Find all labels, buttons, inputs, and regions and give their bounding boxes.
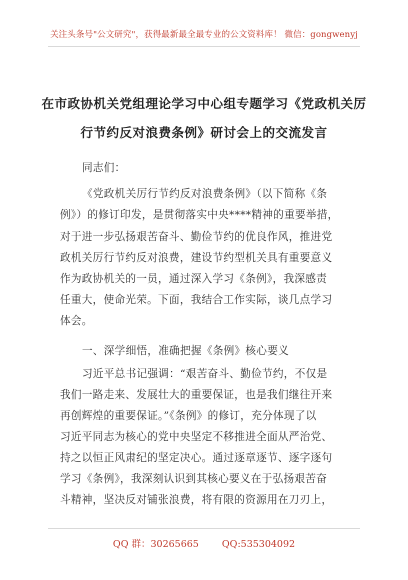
salutation: 同志们： xyxy=(82,162,126,174)
paragraph-line: 斗精神，坚决反对铺张浪费，将有限的资源用在刀刃上， xyxy=(60,494,333,506)
paragraph-line: 政机关厉行节约反对浪费，建设节约型机关具有重要意义 xyxy=(60,252,333,264)
paragraph-line: 《党政机关厉行节约反对浪费条例》（以下简称《条 xyxy=(82,188,328,200)
paragraph-line: 任重大，使命光荣。下面，我结合工作实际，谈几点学习 xyxy=(60,294,333,306)
paragraph-line: 作为政协机关的一员，通过深入学习《条例》，我深感责 xyxy=(60,273,328,285)
paragraph-line: 持之以恒正风肃纪的坚定决心。通过逐章逐节、逐字逐句 xyxy=(60,452,333,464)
header-banner: 关注头条号"公文研究"，获得最新最全最专业的公文资料库！ 微信：gongwenyj xyxy=(50,30,358,40)
paragraph-line: 再创辉煌的重要保证。”《条例》的修订，充分体现了以 xyxy=(60,410,317,422)
paragraph-line: 习近平同志为核心的党中央坚定不移推进全面从严治党、 xyxy=(60,431,333,443)
paragraph-line: 习近平总书记强调：“艰苦奋斗、勤俭节约，不仅是 xyxy=(82,368,328,380)
paragraph-line: 对于进一步弘扬艰苦奋斗、勤俭节约的优良作风，推进党 xyxy=(60,231,333,243)
paragraph-line: 例》）的修订印发，是贯彻落实中央****精神的重要举措， xyxy=(60,209,339,221)
paragraph-line: 学习《条例》，我深刻认识到其核心要义在于弘扬艰苦奋 xyxy=(60,473,328,485)
qq-group-text: QQ 群：30265665 xyxy=(112,539,199,550)
qq-text: QQ:535304092 xyxy=(221,539,296,550)
paragraph-line: 体会。 xyxy=(60,315,93,327)
footer-contact xyxy=(0,536,408,550)
document-title-line-2: 行节约反对浪费条例》研讨会上的交流发言 xyxy=(80,125,328,140)
header-divider xyxy=(48,46,360,47)
section-heading: 一、深学细悟，准确把握《条例》核心要义 xyxy=(82,345,289,357)
paragraph-line: 我们一路走来、发展壮大的重要保证，也是我们继往开来 xyxy=(60,389,333,401)
footer-divider xyxy=(48,528,360,529)
document-title-line-1: 在市政协机关党组理论学习中心组专题学习《党政机关厉 xyxy=(41,96,367,111)
